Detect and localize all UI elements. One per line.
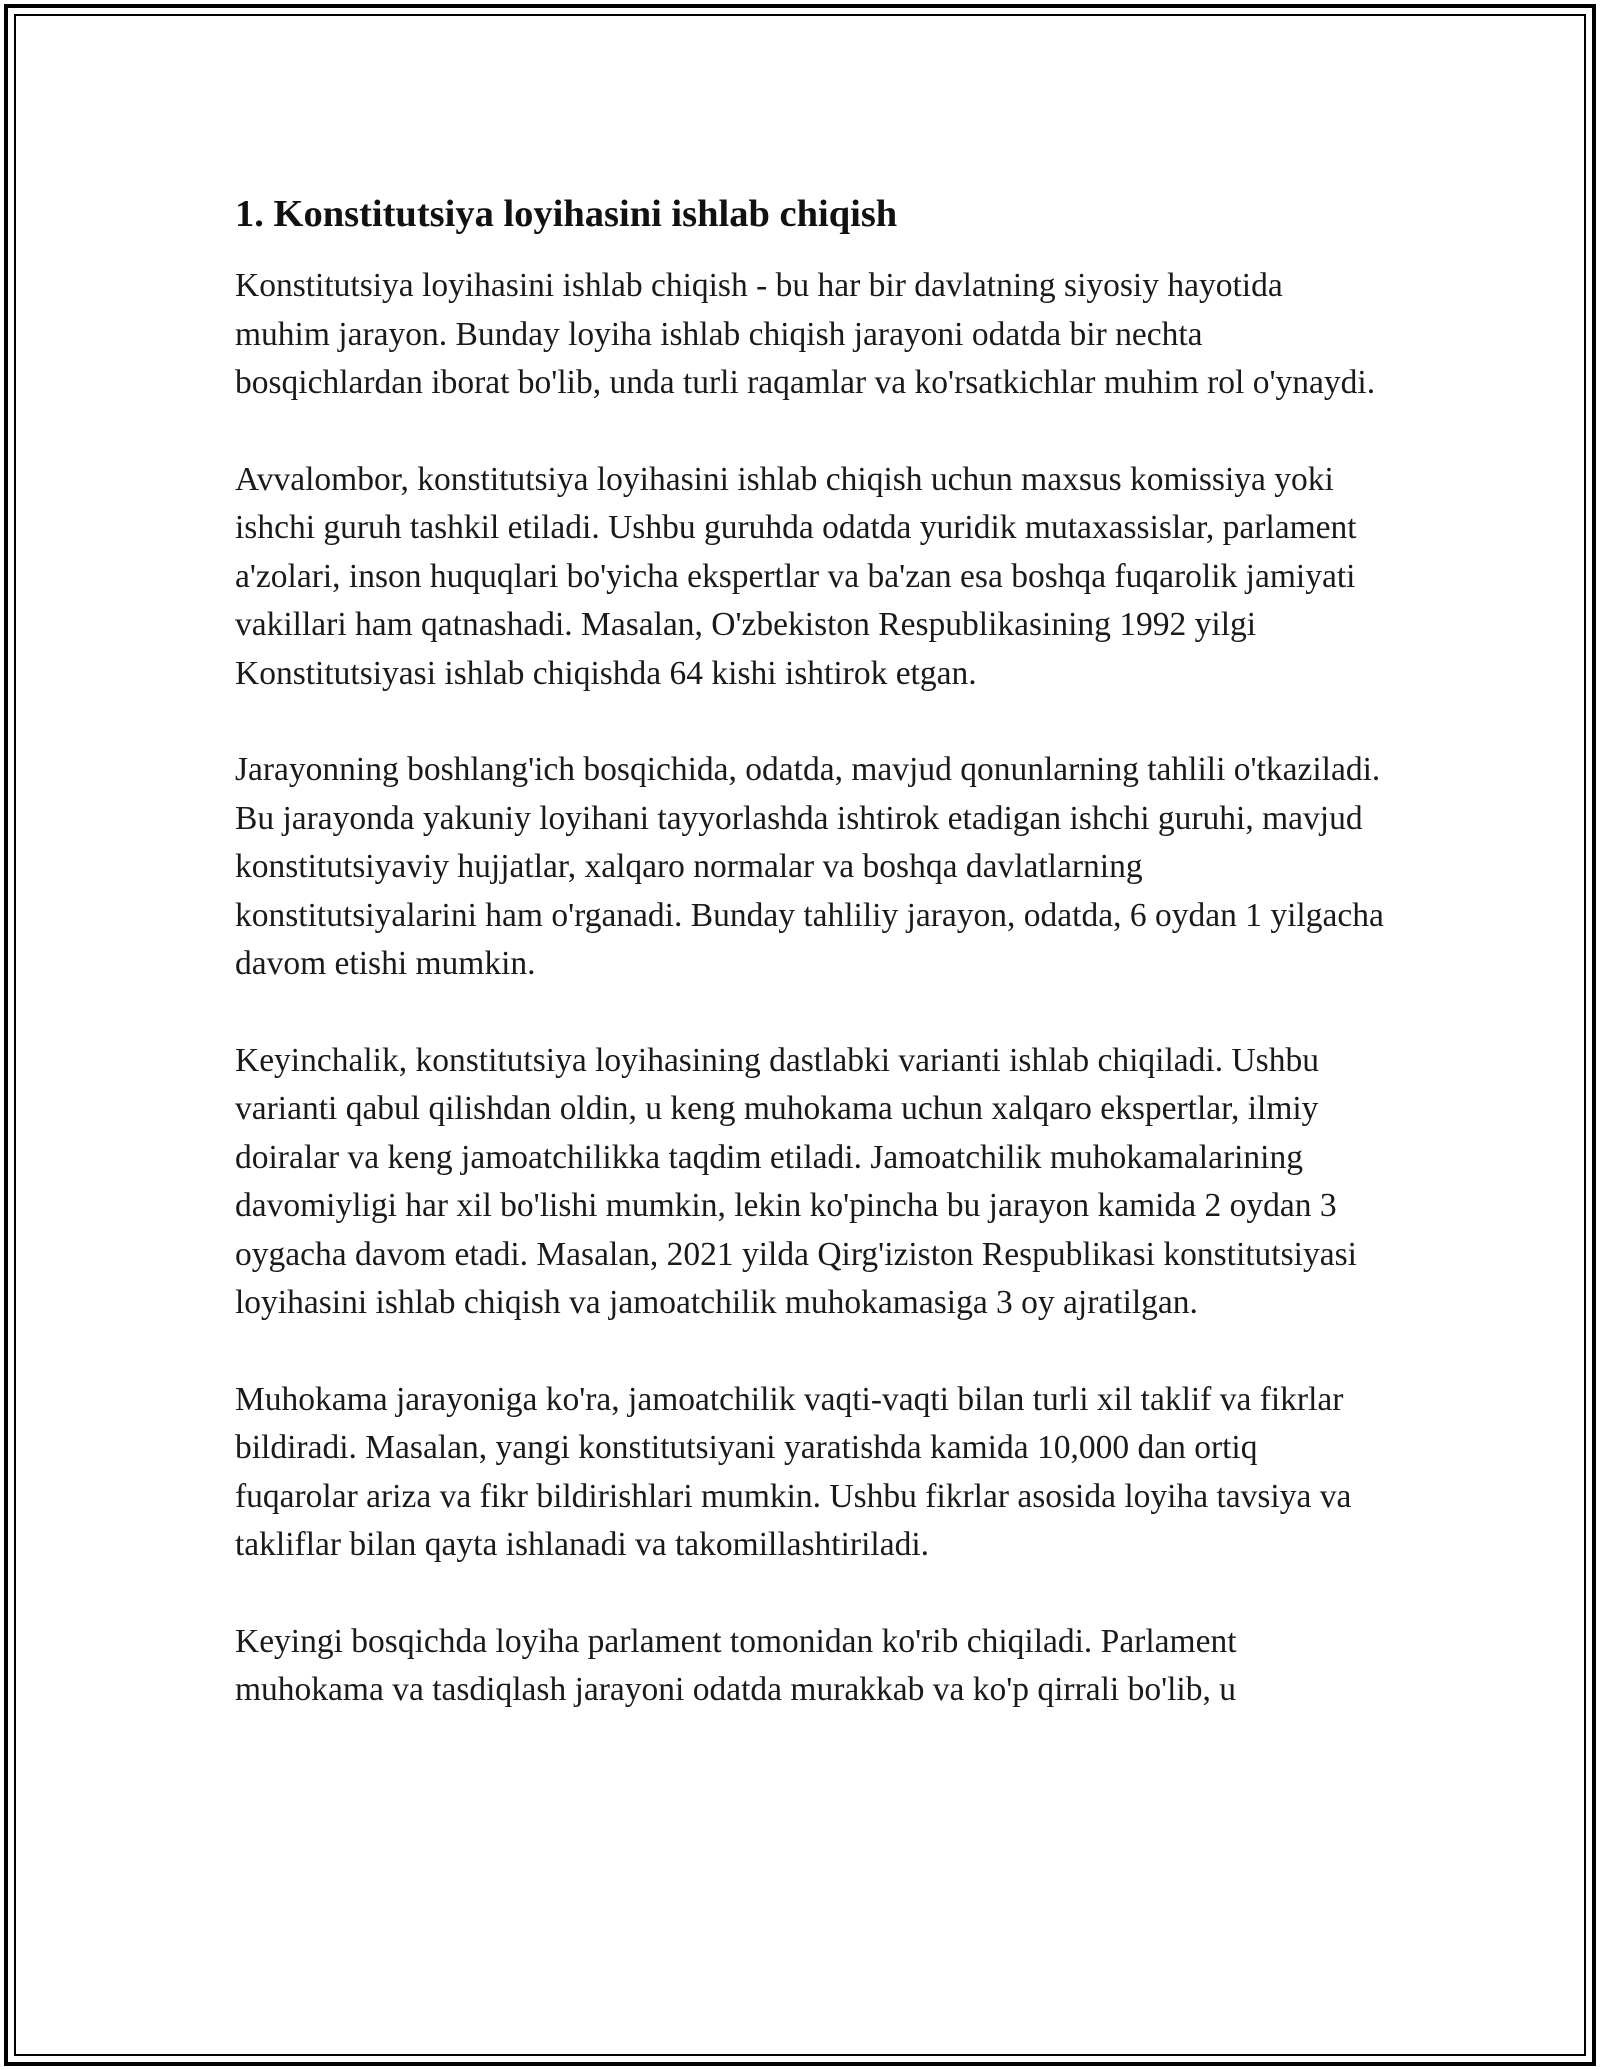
paragraph-5: Muhokama jarayoniga ko'ra, jamoatchilik vaqti-vaqti bilan turli xil taklif va fikrlar bildiradi. Masalan, yangi konstitutsiyani yaratishda kamida 10,000 dan ortiq fuqarolar ariza va fikr bildirishlari mumkin. Ushbu fikrlar asosida loyiha tavsiya va takliflar bilan qayta ishlanadi va takomillashtiriladi. xyxy=(235,1380,1352,1563)
paragraph-4: Keyinchalik, konstitutsiya loyihasining dastlabki varianti ishlab chiqiladi. Ushbu varianti qabul qilishdan oldin, u keng muhokama uchun xalqaro ekspertlar, ilmiy doiralar va keng jamoatchilikka taqdim etiladi. Jamoatchilik muhokamalarining davomiyligi har xil bo'lishi mumkin, lekin ko'pincha bu jarayon kamida 2 oydan 3 oygacha davom etadi. Masalan, 2021 yilda Qirg'iziston Respublikasi konstitutsiyasi loyihasini ishlab chiqish va jamoatchilik muhokamasiga 3 oy ajratilgan. xyxy=(235,1041,1357,1321)
paragraph-1: Konstitutsiya loyihasini ishlab chiqish - bu har bir davlatning siyosiy hayotida muhim jarayon. Bunday loyiha ishlab chiqish jarayoni odatda bir nechta bosqichlardan iborat bo'lib, unda turli raqamlar va ko'rsatkichlar muhim rol o'ynaydi. xyxy=(235,267,1376,401)
section-title: 1. Konstitutsiya loyihasini ishlab chiqish xyxy=(235,193,898,235)
paragraph-2: Avvalombor, konstitutsiya loyihasini ishlab chiqish uchun maxsus komissiya yoki ishchi guruh tashkil etiladi. Ushbu guruhda odatda yuridik mutaxassislar, parlament a'zolari, inson huquqlari bo'yicha ekspertlar va ba'zan esa boshqa fuqarolik jamiyati vakillari ham qatnashadi. Masalan, O'zbekiston Respublikasining 1992 yilgi Konstitutsiyasi ishlab chiqishda 64 kishi ishtirok etgan. xyxy=(235,460,1357,692)
document-body xyxy=(235,188,1385,1763)
paragraph-6: Keyingi bosqichda loyiha parlament tomonidan ko'rib chiqiladi. Parlament muhokama va tasdiqlash jarayoni odatda murakkab va ko'p qirrali bo'lib, u xyxy=(235,1622,1237,1708)
paragraph-3: Jarayonning boshlang'ich bosqichida, odatda, mavjud qonunlarning tahlili o'tkaziladi. Bu jarayonda yakuniy loyihani tayyorlashda ishtirok etadigan ishchi guruhi, mavjud konstitutsiyaviy hujjatlar, xalqaro normalar va boshqa davlatlarning konstitutsiyalarini ham o'rganadi. Bunday tahliliy jarayon, odatda, 6 oydan 1 yilgacha davom etishi mumkin. xyxy=(235,751,1384,982)
